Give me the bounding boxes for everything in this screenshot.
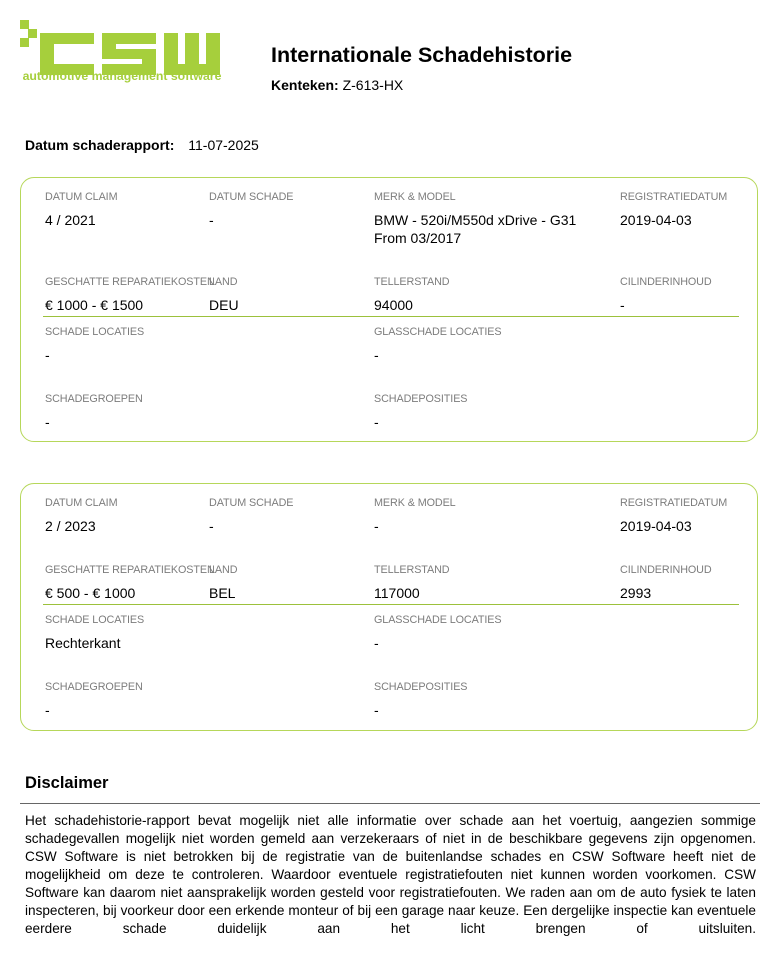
damage-groups-value: - xyxy=(45,702,50,718)
registration-date-label: REGISTRATIEDATUM xyxy=(620,497,728,509)
damage-locations-value: - xyxy=(45,347,50,363)
damage-groups-label: SCHADEGROEPEN xyxy=(45,393,143,405)
claim-date-label: DATUM CLAIM xyxy=(45,497,118,509)
damage-groups-label: SCHADEGROEPEN xyxy=(45,681,143,693)
logo-tagline: automotive management software xyxy=(22,69,222,83)
damage-locations-label: SCHADE LOCATIES xyxy=(45,614,145,626)
damage-date-value: - xyxy=(209,212,214,228)
registration-date-value: 2019-04-03 xyxy=(620,212,692,228)
glass-locations-label: GLASSCHADE LOCATIES xyxy=(374,326,502,338)
repair-costs-value: € 500 - € 1000 xyxy=(45,585,136,601)
disclaimer-text: Het schadehistorie-rapport bevat mogelijk niet alle informatie over schade aan het voertuig, aangezien sommige schadegevallen mogelijk niet worden gemeld aan verzekeraars of niet in de beschikbare gegevens zijn opgenomen. CSW Software is niet betrokken bij de registratie van de buitenlandse schades en CSW Software heeft niet de mogelijkheid om deze te controleren. Waardoor eventuele registratiefouten niet kunnen worden voorkomen. CSW Software kan daarom niet aansprakelijk worden gesteld voor registratiefouten. We raden aan om de auto fysiek te laten inspecteren, bij voorkeur door een erkende monteur of bij een garage naar keuze. Een dergelijke inspectie kan eventuele eerdere schade duidelijk aan het licht brengen of uitsluiten. xyxy=(25,813,756,936)
damage-date-value: - xyxy=(209,518,214,534)
claim-date-label: DATUM CLAIM xyxy=(45,191,118,203)
disclaimer-heading: Disclaimer xyxy=(25,774,109,792)
damage-date-label: DATUM SCHADE xyxy=(209,191,294,203)
make-model-value: - xyxy=(374,518,379,534)
country-label: LAND xyxy=(209,276,238,288)
plate-value: Z-613-HX xyxy=(342,77,404,93)
claim-card xyxy=(20,177,758,442)
plate-label: Kenteken: xyxy=(271,77,339,93)
engine-capacity-label: CILINDERINHOUD xyxy=(620,276,712,288)
report-date-label: Datum schaderapport: xyxy=(25,137,175,153)
glass-locations-value: - xyxy=(374,347,379,363)
country-value: BEL xyxy=(209,585,236,601)
odometer-label: TELLERSTAND xyxy=(374,564,450,576)
disclaimer-divider xyxy=(20,803,760,804)
odometer-value: 94000 xyxy=(374,297,413,313)
damage-date-label: DATUM SCHADE xyxy=(209,497,294,509)
section-divider xyxy=(43,604,739,605)
damage-positions-value: - xyxy=(374,702,379,718)
damage-positions-label: SCHADEPOSITIES xyxy=(374,681,468,693)
damage-positions-label: SCHADEPOSITIES xyxy=(374,393,468,405)
make-model-label: MERK & MODEL xyxy=(374,497,456,509)
make-model-label: MERK & MODEL xyxy=(374,191,456,203)
csw-logo xyxy=(18,20,230,110)
license-plate xyxy=(271,77,403,93)
registration-date-value: 2019-04-03 xyxy=(620,518,692,534)
odometer-value: 117000 xyxy=(374,585,420,601)
damage-locations-value: Rechterkant xyxy=(45,635,121,651)
claim-date-value: 2 / 2023 xyxy=(45,518,96,534)
registration-date-label: REGISTRATIEDATUM xyxy=(620,191,728,203)
country-label: LAND xyxy=(209,564,238,576)
section-divider xyxy=(43,316,739,317)
engine-capacity-label: CILINDERINHOUD xyxy=(620,564,712,576)
make-model-value: BMW - 520i/M550d xDrive - G31 From 03/2017 xyxy=(374,212,577,246)
repair-costs-value: € 1000 - € 1500 xyxy=(45,297,144,313)
repair-costs-label: GESCHATTE REPARATIEKOSTEN xyxy=(45,564,215,576)
report-date-value: 11-07-2025 xyxy=(188,137,259,153)
damage-locations-label: SCHADE LOCATIES xyxy=(45,326,145,338)
odometer-label: TELLERSTAND xyxy=(374,276,450,288)
damage-groups-value: - xyxy=(45,414,50,430)
page-title: Internationale Schadehistorie xyxy=(271,43,573,67)
repair-costs-label: GESCHATTE REPARATIEKOSTEN xyxy=(45,276,215,288)
report-date xyxy=(25,137,259,153)
engine-capacity-value: - xyxy=(620,297,625,313)
glass-locations-value: - xyxy=(374,635,379,651)
claim-card xyxy=(20,483,758,731)
country-value: DEU xyxy=(209,297,239,313)
engine-capacity-value: 2993 xyxy=(620,585,652,601)
glass-locations-label: GLASSCHADE LOCATIES xyxy=(374,614,502,626)
claim-date-value: 4 / 2021 xyxy=(45,212,96,228)
damage-positions-value: - xyxy=(374,414,379,430)
